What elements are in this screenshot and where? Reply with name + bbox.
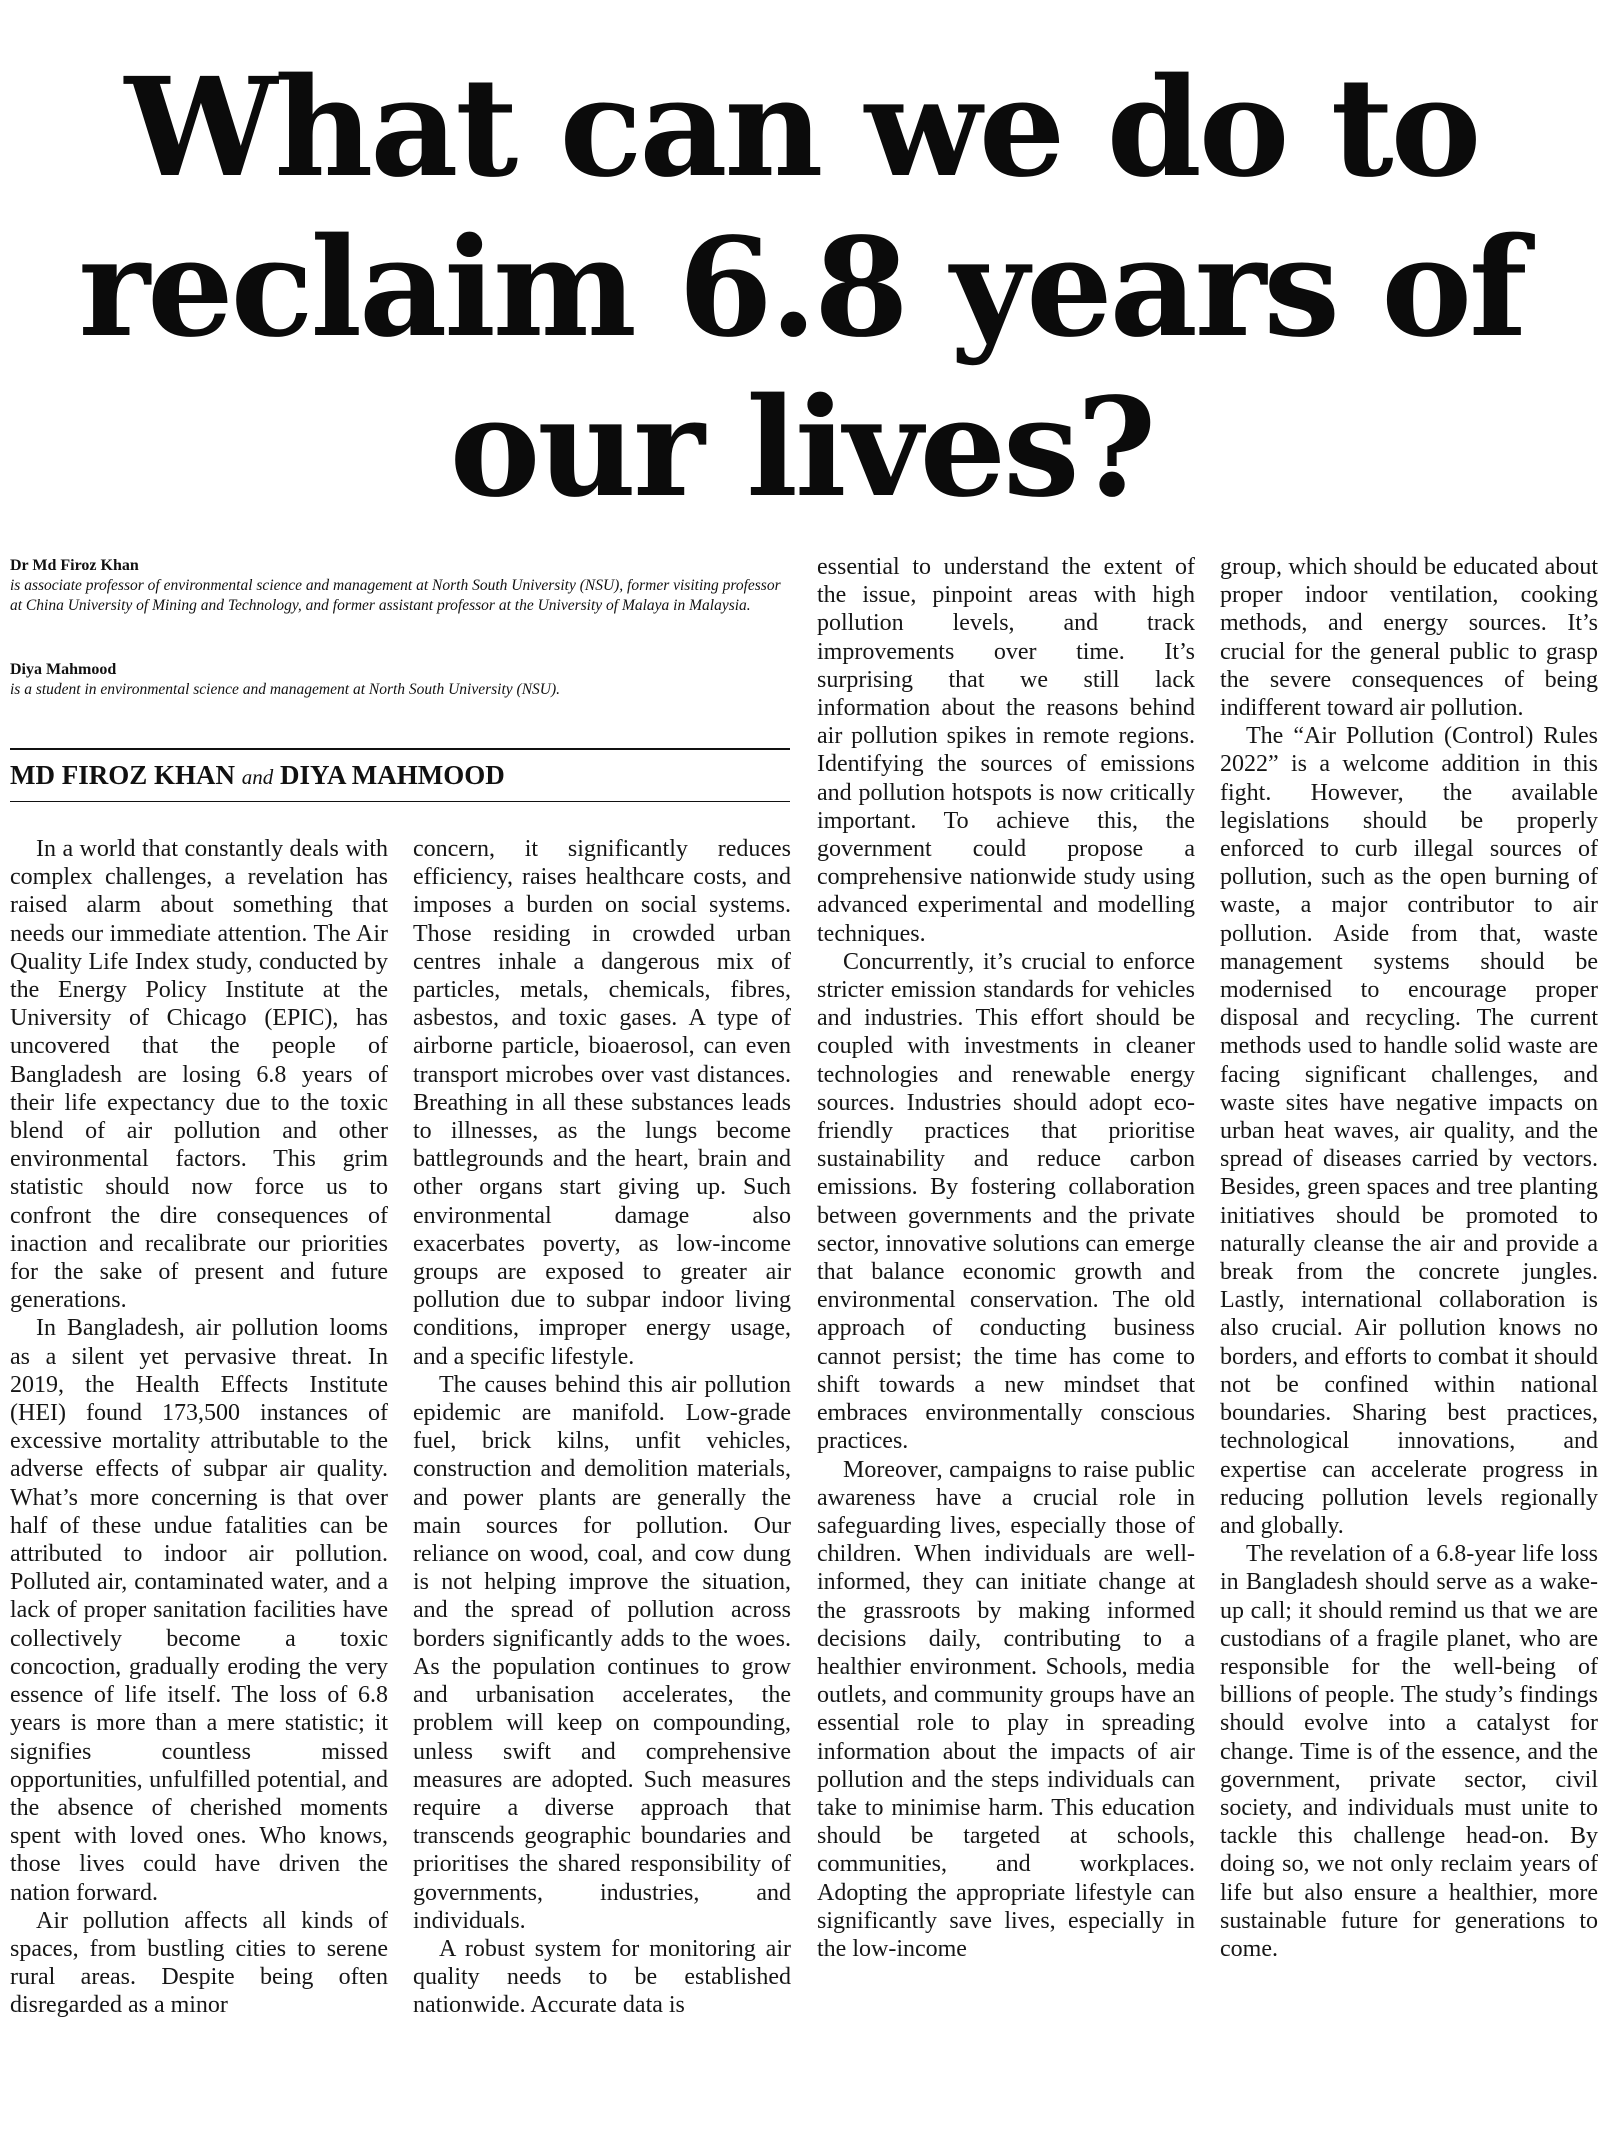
- byline-bottom-rule: [10, 801, 790, 802]
- article-paragraph: essential to understand the extent of the issue, pinpoint areas with high pollution levels, and track improvements over time. It’s surprising that we still lack information about the reasons behind air pollution spikes in remote regions. Identifying the sources of emissions and pollution hotspots is now critically important. To achieve this, the government could propose a comprehensive nationwide study using advanced experimental and modelling techniques.: [817, 554, 1195, 947]
- headline-line: reclaim 6.8 years of: [78, 208, 1525, 368]
- author-bio-description: is a student in environmental science and management at North South University (NSU).: [10, 681, 561, 698]
- byline-top-rule: [10, 748, 790, 750]
- article-paragraph: Concurrently, it’s crucial to enforce stricter emission standards for vehicles and industries. This effort should be coupled with investments in cleaner technologies and renewable energy sources. Industries should adopt eco-friendly practices that prioritise sustainability and reduce carbon emissions. By fostering collaboration between governments and the private sector, innovative solutions can emerge that balance economic growth and environmental conservation. The old approach of conducting business cannot persist; the time has come to shift towards a new mindset that embraces environmentally conscious practices.: [817, 948, 1195, 1455]
- article-paragraph: Moreover, campaigns to raise public awareness have a crucial role in safeguarding lives, especially those of children. When individuals are well-informed, they can initiate change at the grassroots by making informed decisions daily, contributing to a healthier environment. Schools, media outlets, and community groups have an essential role to play in spreading information about the impacts of air pollution and the steps individuals can take to minimise harm. This education should be targeted at schools, communities, and workplaces. Adopting the appropriate lifestyle can significantly save lives, especially in the low-income: [817, 1456, 1195, 1962]
- article-paragraph: Air pollution affects all kinds of spaces, from bustling cities to serene rural areas. Despite being often disregarded as a minor: [10, 1907, 388, 2019]
- article-column-1: [10, 835, 388, 2020]
- article-paragraph: The causes behind this air pollution epidemic are manifold. Low-grade fuel, brick kilns, unfit vehicles, construction and demolition materials, and power plants are generally the main sources for pollution. Our reliance on wood, coal, and cow dung is not helping improve the situation, and the spread of pollution across borders significantly adds to the woes. As the population continues to grow and urbanisation accelerates, the problem will keep on compounding, unless swift and comprehensive measures are adopted. Such measures require a diverse approach that transcends geographic boundaries and prioritises the shared responsibility of governments, industries, and individuals.: [413, 1371, 791, 1934]
- author-bio-1: [10, 556, 790, 616]
- article-column-2: [413, 835, 791, 2020]
- headline: [20, 48, 1583, 528]
- article-paragraph: concern, it significantly reduces efficiency, raises healthcare costs, and imposes a burden on social systems. Those residing in crowded urban centres inhale a dangerous mix of particles, metals, chemicals, fibres, asbestos, and toxic gases. A type of airborne particle, bioaerosol, can even transport microbes over vast distances. Breathing in all these substances leads to illnesses, as the lungs become battlegrounds and the heart, brain and other organs start giving up. Such environmental damage also exacerbates poverty, as low-income groups are exposed to greater air pollution due to subpar indoor living conditions, improper energy usage, and a specific lifestyle.: [413, 836, 791, 1370]
- article-paragraph: In Bangladesh, air pollution looms as a silent yet pervasive threat. In 2019, the Health Effects Institute (HEI) found 173,500 instances of excessive mortality attributable to the adverse effects of subpar air quality. What’s more concerning is that over half of these undue fatalities can be attributed to indoor air pollution. Polluted air, contaminated water, and a lack of proper sanitation facilities have collectively become a toxic concoction, gradually eroding the very essence of life itself. The loss of 6.8 years is more than a mere statistic; it signifies countless missed opportunities, unfulfilled potential, and the absence of cherished moments spent with loved ones. Who knows, those lives could have driven the nation forward.: [10, 1315, 388, 1906]
- byline-conjunction: and: [241, 765, 274, 789]
- article-paragraph: group, which should be educated about proper indoor ventilation, cooking methods, and energy sources. It’s crucial for the general public to grasp the severe consequences of being indifferent toward air pollution.: [1220, 554, 1598, 722]
- author-bio-name: Dr Md Firoz Khan: [10, 557, 139, 574]
- article-paragraph: A robust system for monitoring air quality needs to be established nationwide. Accurate data is: [413, 1935, 791, 2019]
- article-column-3: [817, 553, 1195, 1963]
- byline-author-1: MD FIROZ KHAN: [10, 760, 235, 790]
- article-paragraph: The “Air Pollution (Control) Rules 2022” is a welcome addition in this fight. However, the available legislations should be properly enforced to curb illegal sources of pollution, such as the open burning of waste, a major contributor to air pollution. Aside from that, waste management systems should be modernised to encourage proper disposal and recycling. The current methods used to handle solid waste are facing significant challenges, and waste sites have negative impacts on urban heat waves, air quality, and the spread of diseases carried by vectors. Besides, green spaces and tree planting initiatives should be promoted to naturally cleanse the air and provide a break from the concrete jungles. Lastly, international collaboration is also crucial. Air pollution knows no borders, and efforts to combat it should not be confined within national boundaries. Sharing best practices, technological innovations, and expertise can accelerate progress in reducing pollution levels regionally and globally.: [1220, 723, 1598, 1539]
- article-paragraph: The revelation of a 6.8-year life loss in Bangladesh should serve as a wake-up call; it should remind us that we are custodians of a fragile planet, who are responsible for the well-being of billions of people. The study’s findings should evolve into a catalyst for change. Time is of the essence, and the government, private sector, civil society, and individuals must unite to tackle this challenge head-on. By doing so, we not only reclaim years of life but also ensure a healthier, more sustainable future for generations to come.: [1220, 1541, 1598, 1962]
- byline: [10, 760, 505, 791]
- author-bio-name: Diya Mahmood: [10, 661, 117, 678]
- headline-line: What can we do to: [124, 48, 1479, 208]
- headline-line: our lives?: [449, 368, 1154, 528]
- article-paragraph: In a world that constantly deals with complex challenges, a revelation has raised alarm about something that needs our immediate attention. The Air Quality Life Index study, conducted by the Energy Policy Institute at the University of Chicago (EPIC), has uncovered that the people of Bangladesh are losing 6.8 years of their life expectancy due to the toxic blend of air pollution and other environmental factors. This grim statistic should now force us to confront the dire consequences of inaction and recalibrate our priorities for the sake of present and future generations.: [10, 836, 388, 1314]
- author-bio-2: [10, 660, 790, 700]
- author-bio-description: is associate professor of environmental science and management at North South University (NSU), former visiting professor at China University of Mining and Technology, and former assistant professor at the University of Malaya in Malaysia.: [10, 577, 781, 614]
- article-column-4: [1220, 553, 1598, 1963]
- byline-author-2: DIYA MAHMOOD: [280, 760, 505, 790]
